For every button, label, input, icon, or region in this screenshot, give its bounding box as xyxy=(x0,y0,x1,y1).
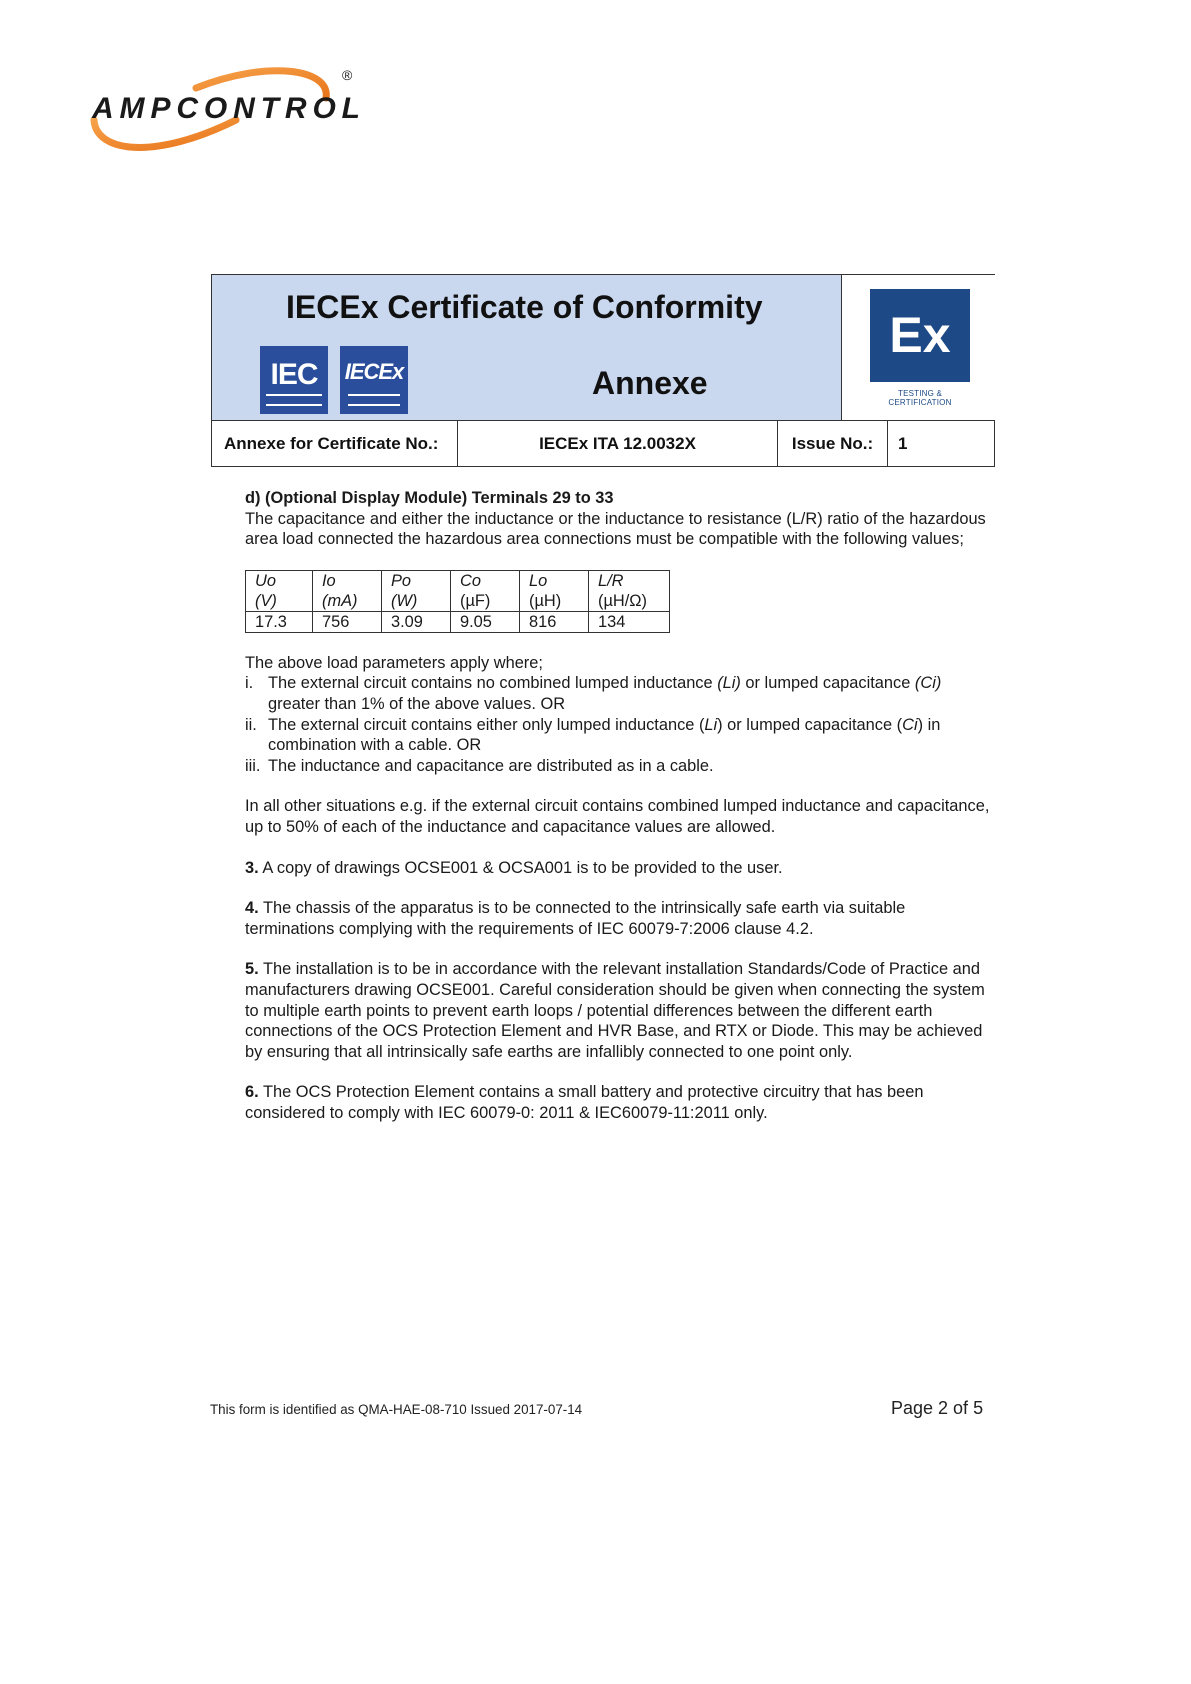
registered-mark: ® xyxy=(342,67,353,83)
ex-mark-area xyxy=(842,275,996,420)
table-row xyxy=(246,611,670,632)
annexe-subtitle: Annexe xyxy=(592,365,708,401)
certificate-title: IECEx Certificate of Conformity xyxy=(286,289,763,325)
issue-number: 1 xyxy=(898,434,908,453)
table-header-cell: Co (µF) xyxy=(451,570,520,611)
list-item: i. The external circuit contains no combined lumped inductance (Li) or lumped capacitance (Ci) greater than 1% of the above values. OR xyxy=(245,674,942,713)
header-banner xyxy=(212,275,842,420)
annexe-label: Annexe for Certificate No.: xyxy=(212,421,458,466)
table-header-cell: Po (W) xyxy=(382,570,451,611)
ex-caption: TESTING & CERTIFICATION xyxy=(888,389,952,407)
certificate-number: IECEx ITA 12.0032X xyxy=(458,421,778,466)
iec-logo xyxy=(260,346,328,414)
annexe-body xyxy=(245,488,990,1123)
condition-5: 5. The installation is to be in accordance with the relevant installation Standards/Code of Practice and manufacturers drawing OCSE001. Careful consideration should be given when connecting the system to multiple earth points to prevent earth loops / potential differences between the different earth connections of the OCS Protection Element and HVR Base, and RTX or Diode. This may be achieved by ensuring that all intrinsically safe earths are infallibly connected to one point only. xyxy=(245,960,985,1061)
section-d-heading: d) (Optional Display Module) Terminals 29 to 33 xyxy=(245,489,614,507)
certificate-info-row xyxy=(212,420,994,466)
ex-logo: Ex xyxy=(870,289,970,382)
issue-label: Issue No.: xyxy=(778,421,888,466)
table-header-cell: L/R (µH/Ω) xyxy=(589,570,670,611)
table-header-cell: Lo (µH) xyxy=(520,570,589,611)
table-cell: 3.09 xyxy=(382,611,451,632)
iecex-logo xyxy=(340,346,408,414)
section-d-intro: The capacitance and either the inductance or the inductance to resistance (L/R) ratio of the hazardous area load connected the hazardous area connections must be compatible with the following values; xyxy=(245,509,986,549)
certificate-header xyxy=(211,274,995,467)
table-cell: 17.3 xyxy=(246,611,313,632)
condition-6: 6. The OCS Protection Element contains a small battery and protective circuitry that has been considered to comply with IEC 60079-0: 2011 & IEC60079-11:2011 only. xyxy=(245,1083,924,1122)
conditions-list xyxy=(245,673,990,776)
logo-wordmark: AMPCONTROL xyxy=(92,92,360,125)
table-cell: 9.05 xyxy=(451,611,520,632)
condition-3: 3. A copy of drawings OCSE001 & OCSA001 is to be provided to the user. xyxy=(245,858,783,877)
table-cell: 756 xyxy=(313,611,382,632)
page-number: Page 2 of 5 xyxy=(891,1398,984,1418)
conditions-lead: The above load parameters apply where; xyxy=(245,653,543,672)
list-item: ii. The external circuit contains either only lumped inductance (Li) or lumped capacitance (Ci) in combination with a cable. OR xyxy=(245,715,941,755)
ampcontrol-logo xyxy=(86,58,376,166)
iec-logo-text: IEC xyxy=(270,358,318,391)
load-parameters-table xyxy=(245,570,670,633)
table-cell: 816 xyxy=(520,611,589,632)
condition-4: 4. The chassis of the apparatus is to be connected to the intrinsically safe earth via suitable terminations complying with the requirements of IEC 60079-7:2006 clause 4.2. xyxy=(245,899,906,938)
table-header-row xyxy=(246,570,670,611)
other-situations-note: In all other situations e.g. if the external circuit contains combined lumped inductance and capacitance, up to 50% of each of the inductance and capacitance values are allowed. xyxy=(245,797,990,836)
table-header-cell: Io (mA) xyxy=(313,570,382,611)
list-item: iii. The inductance and capacitance are distributed as in a cable. xyxy=(245,756,714,775)
form-identifier: This form is identified as QMA-HAE-08-710 Issued 2017-07-14 xyxy=(210,1402,583,1417)
iecex-logo-text: IECEx xyxy=(344,359,404,384)
table-cell: 134 xyxy=(589,611,670,632)
table-header-cell: Uo (V) xyxy=(246,570,313,611)
